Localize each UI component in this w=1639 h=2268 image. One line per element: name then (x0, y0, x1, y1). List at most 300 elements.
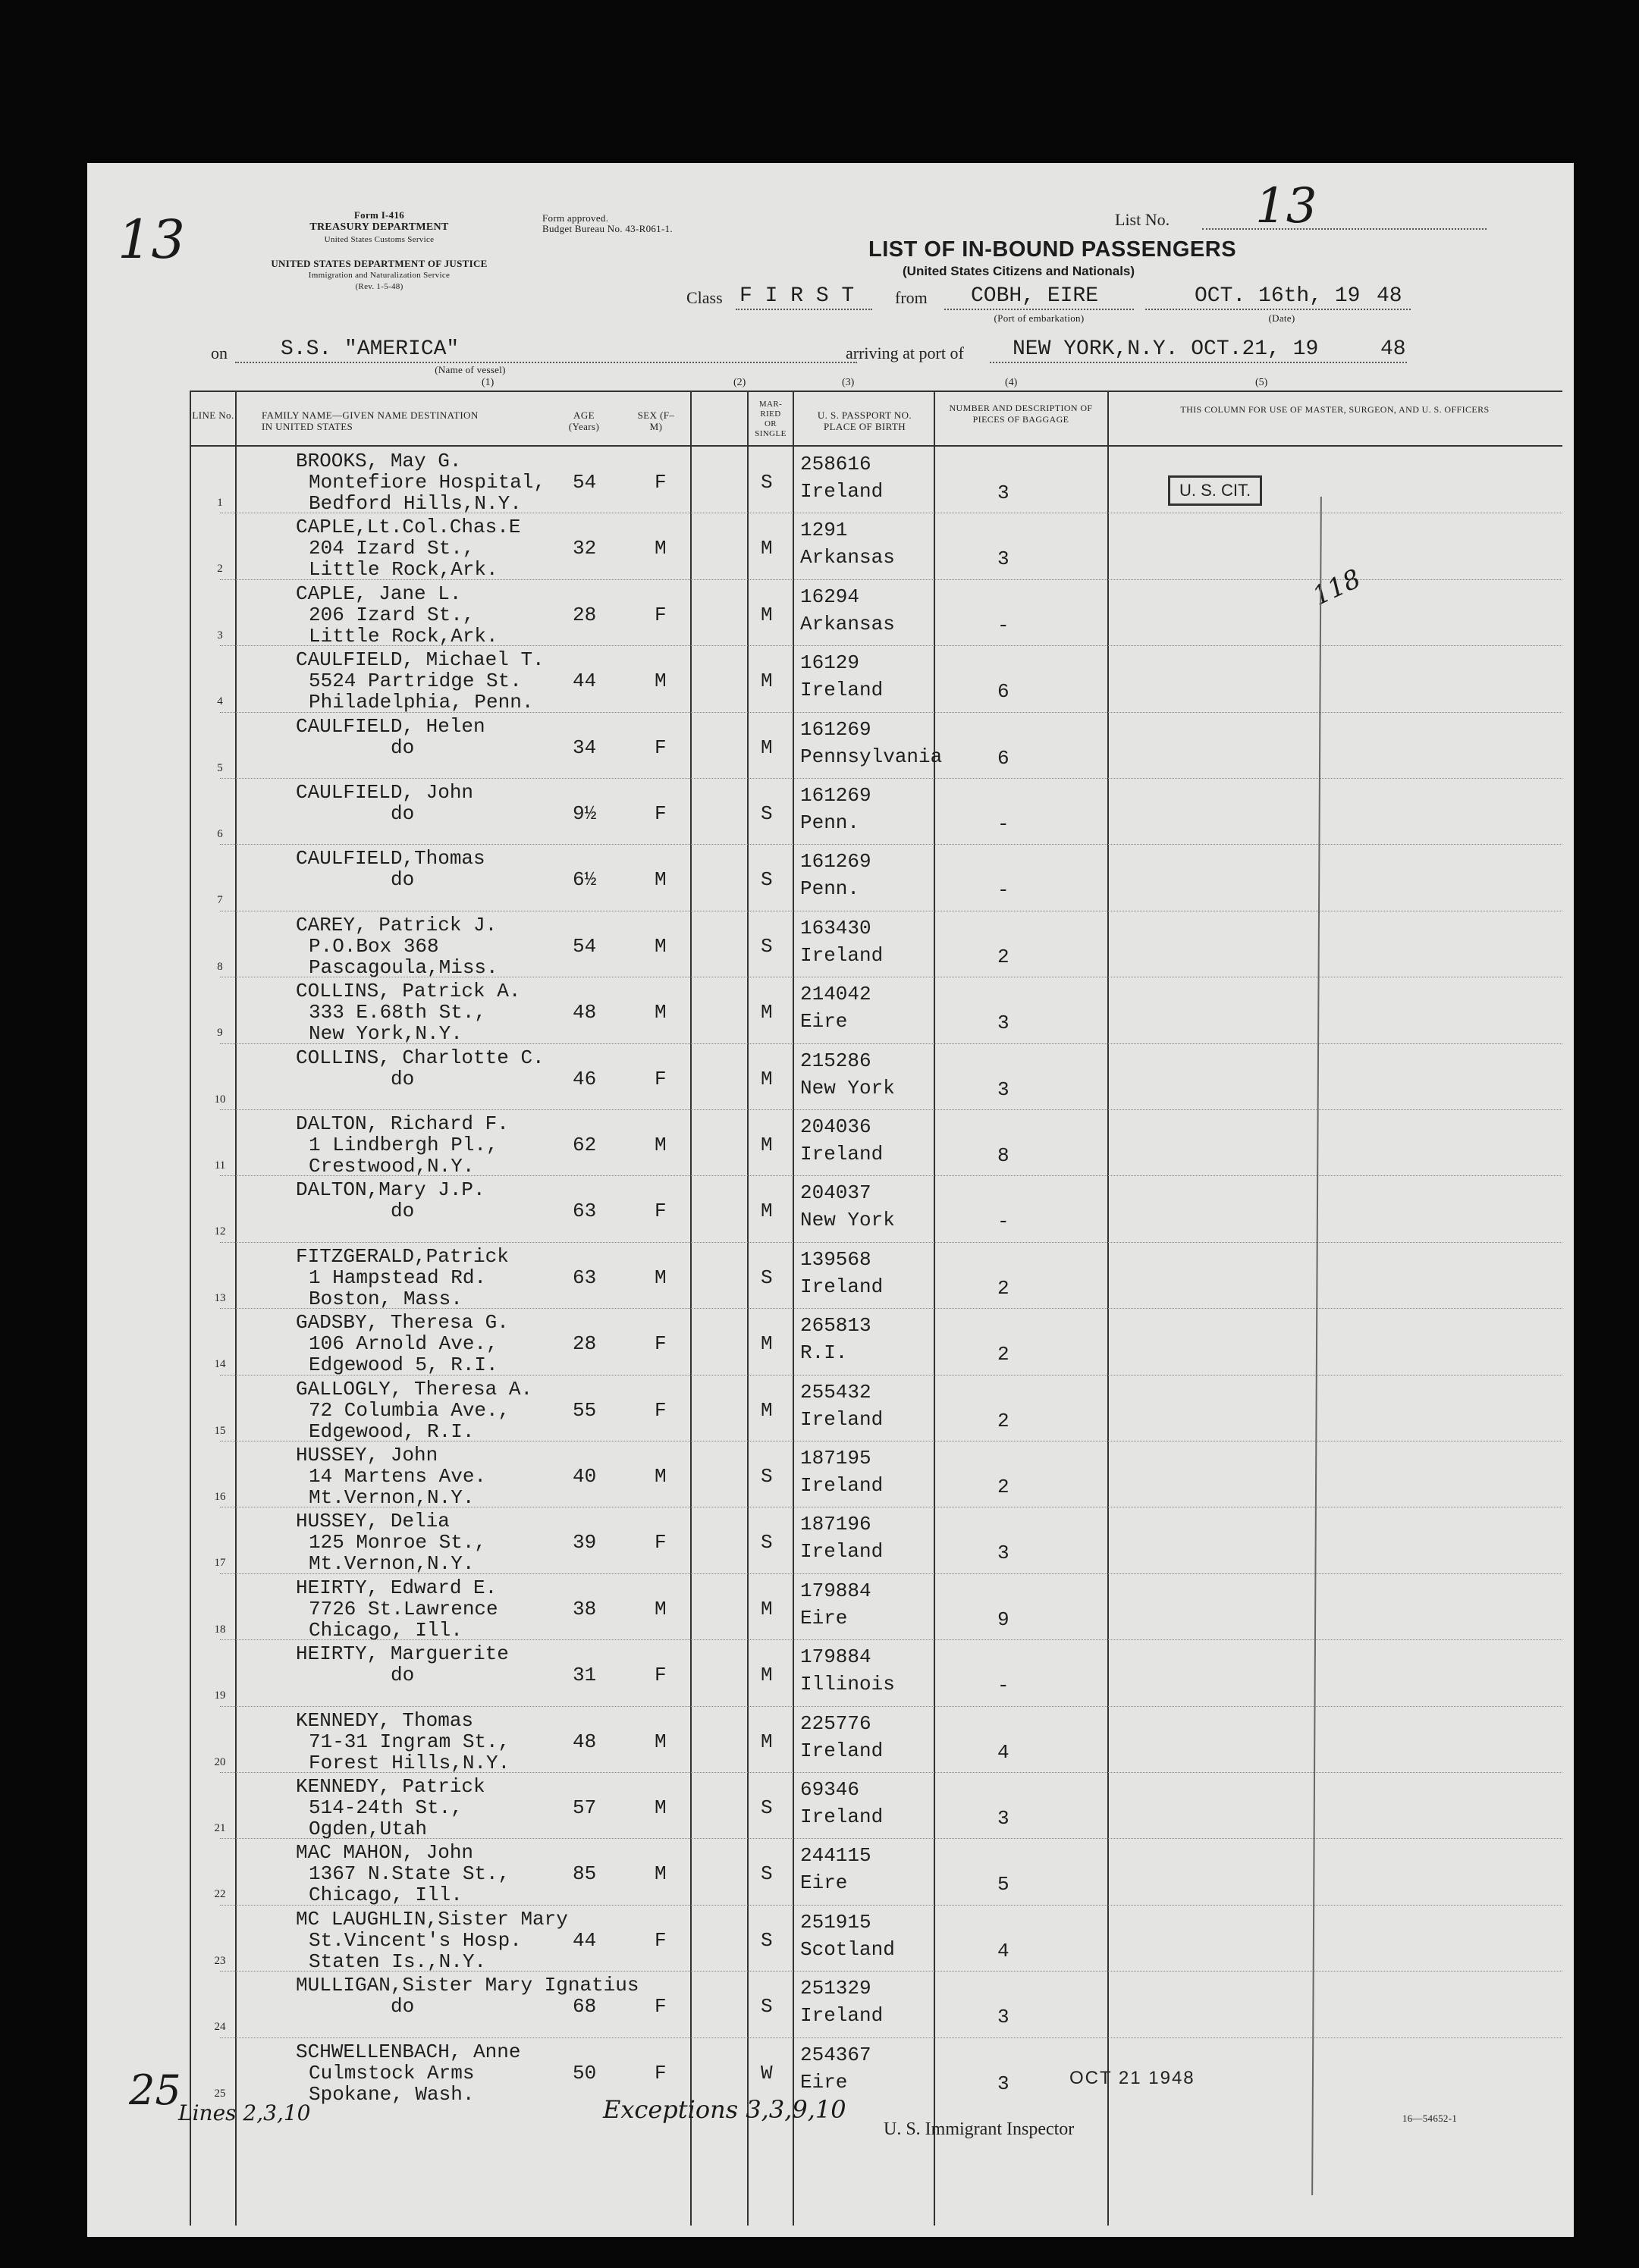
passenger-name-line: KENNEDY, Patrick (296, 1775, 485, 1798)
departure-date: OCT. 16th, 19 (1195, 284, 1361, 308)
place-of-birth: Arkansas (800, 546, 895, 569)
passport-number: 254367 (800, 2043, 871, 2066)
line-number: 8 (217, 960, 223, 973)
baggage-count: 5 (997, 1873, 1009, 1896)
baggage-count: 4 (997, 1939, 1009, 1962)
vessel-line (235, 362, 857, 363)
sex-value: F (655, 1531, 667, 1554)
passenger-name-line: Philadelphia, Penn. (309, 691, 534, 714)
port-of-embarkation: COBH, EIRE (971, 284, 1099, 308)
passenger-name-line: Forest Hills,N.Y. (309, 1751, 510, 1774)
table-top-rule (190, 391, 1562, 392)
passenger-name-line: Culmstock Arms (309, 2061, 475, 2084)
sex-value: M (655, 1465, 667, 1488)
marital-status: M (761, 1332, 773, 1356)
passport-number: 161269 (800, 850, 871, 874)
passenger-name-line: GALLOGLY, Theresa A. (296, 1377, 533, 1401)
passenger-name-line: 125 Monroe St., (309, 1531, 487, 1554)
passenger-name-line: DALTON, Richard F. (296, 1112, 509, 1135)
sex-value: M (655, 1796, 667, 1819)
line-number: 12 (214, 1225, 226, 1238)
age-value: 44 (573, 1928, 597, 1952)
age-value: 40 (573, 1465, 597, 1488)
passenger-name-line: do (391, 802, 415, 825)
sex-value: F (655, 1398, 667, 1422)
footer-code: 16—54652-1 (1402, 2113, 1458, 2124)
baggage-count: 3 (997, 482, 1009, 504)
passenger-name-line: 14 Martens Ave. (309, 1465, 487, 1488)
passenger-name-line: CAULFIELD,Thomas (296, 847, 485, 870)
age-value: 48 (573, 1001, 597, 1024)
age-value: 28 (573, 603, 597, 626)
age-value: 85 (573, 1862, 597, 1886)
arrival-port: NEW YORK,N.Y. OCT.21, 19 (1013, 337, 1319, 361)
passenger-name-line: do (391, 1664, 415, 1687)
passenger-name-line: DALTON,Mary J.P. (296, 1178, 485, 1202)
place-of-birth: Ireland (800, 1407, 884, 1431)
col-num: (3) (842, 377, 855, 388)
row-separator (220, 1706, 1562, 1707)
row-separator (220, 778, 1562, 779)
passenger-name-line: CAULFIELD, John (296, 781, 474, 804)
sex-value: M (655, 868, 667, 892)
passenger-name-line: Little Rock,Ark. (309, 558, 498, 582)
passenger-name-line: St.Vincent's Hosp. (309, 1928, 522, 1952)
passenger-name-line: 514-24th St., (309, 1796, 463, 1819)
age-value: 31 (573, 1664, 597, 1687)
baggage-count: 3 (997, 2072, 1009, 2095)
marital-status: S (761, 1465, 773, 1488)
passenger-name-line: 333 E.68th St., (309, 1001, 487, 1024)
passport-number: 16294 (800, 585, 860, 608)
form-number: Form I-416 (353, 209, 405, 221)
marital-status: M (761, 1067, 773, 1090)
sex-value: M (655, 1730, 667, 1753)
header-baggage: NUMBER AND DESCRIPTION OF PIECES OF BAGGAGE (949, 403, 1093, 425)
passport-number: 161269 (800, 784, 871, 807)
passenger-name-line: Chicago, Ill. (309, 1618, 463, 1642)
marital-status: S (761, 471, 773, 494)
passport-number: 251915 (800, 1910, 871, 1934)
baggage-count: 3 (997, 2006, 1009, 2029)
row-separator (220, 1109, 1562, 1110)
sex-value: F (655, 1995, 667, 2019)
page-subtitle: (United States Citizens and Nationals) (903, 264, 1135, 278)
baggage-count: - (997, 613, 1009, 637)
line-number: 22 (214, 1888, 226, 1901)
class-label: Class (686, 288, 723, 307)
line-number: 16 (214, 1491, 226, 1503)
marital-status: S (761, 868, 773, 892)
age-value: 63 (573, 1266, 597, 1289)
passenger-name-line: CAPLE,Lt.Col.Chas.E (296, 516, 521, 539)
row-separator (220, 1308, 1562, 1309)
baggage-count: 9 (997, 1608, 1009, 1631)
marital-status: M (761, 1597, 773, 1620)
age-value: 44 (573, 670, 597, 693)
line-number: 1 (217, 497, 223, 509)
passport-number: 265813 (800, 1314, 871, 1338)
ins-service: Immigration and Naturalization Service (308, 271, 451, 280)
passenger-name-line: 72 Columbia Ave., (309, 1398, 510, 1422)
age-value: 34 (573, 736, 597, 759)
passport-number: 214042 (800, 983, 871, 1006)
baggage-count: 3 (997, 1078, 1009, 1101)
line-number: 23 (214, 1954, 226, 1967)
passport-number: 179884 (800, 1579, 871, 1602)
passenger-name-line: CAREY, Patrick J. (296, 913, 498, 936)
us-citizen-stamp: U. S. CIT. (1168, 475, 1262, 506)
date-stamp: OCT 21 1948 (1069, 2068, 1195, 2088)
passenger-name-line: Edgewood 5, R.I. (309, 1354, 498, 1377)
budget-bureau: Budget Bureau No. 43-R061-1. (542, 223, 673, 234)
marital-status: M (761, 1134, 773, 1156)
list-no-line (1202, 228, 1487, 230)
place-of-birth: Penn. (800, 811, 860, 834)
age-value: 38 (573, 1597, 597, 1620)
line-number: 3 (217, 629, 223, 642)
marital-status: S (761, 934, 773, 958)
baggage-count: - (997, 813, 1009, 836)
arriving-label: arriving at port of (846, 343, 964, 362)
list-no-label: List No. (1115, 210, 1170, 229)
col-num: (2) (733, 377, 746, 388)
line-number: 21 (214, 1822, 226, 1834)
line-number: 20 (214, 1755, 226, 1768)
place-of-birth: Pennsylvania (800, 745, 943, 768)
age-value: 50 (573, 2061, 597, 2084)
line-number: 9 (217, 1027, 223, 1040)
line-number: 18 (214, 1623, 226, 1636)
sex-value: M (655, 537, 667, 560)
sex-value: M (655, 1134, 667, 1156)
passenger-name-line: Spokane, Wash. (309, 2082, 475, 2106)
baggage-count: 2 (997, 1276, 1009, 1300)
sex-value: F (655, 802, 667, 825)
place-of-birth: Ireland (800, 2004, 884, 2028)
row-separator (220, 1639, 1562, 1640)
marital-status: S (761, 802, 773, 825)
margin-number: 13 (118, 209, 186, 271)
row-separator (220, 1905, 1562, 1906)
baggage-count: 3 (997, 1012, 1009, 1035)
sex-value: F (655, 603, 667, 626)
row-separator (220, 1772, 1562, 1773)
place-of-birth: Ireland (800, 480, 884, 503)
passenger-name-line: do (391, 1995, 415, 2019)
marital-status: M (761, 603, 773, 626)
date-caption: (Date) (1268, 312, 1295, 324)
place-of-birth: Ireland (800, 1540, 884, 1564)
col-divider (190, 391, 191, 2226)
marital-status: M (761, 1664, 773, 1687)
row-separator (220, 1838, 1562, 1839)
passenger-name-line: 204 Izard St., (309, 537, 475, 560)
passport-number: 204036 (800, 1115, 871, 1138)
passport-number: 244115 (800, 1844, 871, 1868)
passenger-name-line: Ogden,Utah (309, 1818, 428, 1840)
col-num: (1) (482, 377, 495, 388)
line-number: 5 (217, 761, 223, 774)
passenger-name-line: GADSBY, Theresa G. (296, 1311, 509, 1335)
line-number: 17 (214, 1557, 226, 1570)
passenger-name-line: 1 Hampstead Rd. (309, 1266, 487, 1289)
sex-value: F (655, 1928, 667, 1952)
passenger-name-line: HEIRTY, Edward E. (296, 1576, 498, 1599)
marital-status: S (761, 1928, 773, 1952)
marital-status: S (761, 1995, 773, 2019)
port-line (944, 309, 1134, 310)
age-value: 54 (573, 471, 597, 494)
line-number: 19 (214, 1689, 226, 1702)
header-name: FAMILY NAME—GIVEN NAME DESTINATION IN UNITED STATES (262, 409, 479, 432)
baggage-count: 3 (997, 1807, 1009, 1830)
passenger-name-line: MAC MAHON, John (296, 1841, 474, 1865)
header-age: AGE (Years) (568, 409, 600, 432)
port-caption: (Port of embarkation) (994, 312, 1085, 324)
passenger-name-line: COLLINS, Charlotte C. (296, 1046, 545, 1069)
age-value: 32 (573, 537, 597, 560)
line-number: 11 (214, 1159, 226, 1172)
baggage-count: 8 (997, 1144, 1009, 1167)
line-number: 25 (214, 2087, 226, 2100)
baggage-count: 3 (997, 1542, 1009, 1565)
baggage-count: - (997, 1210, 1009, 1234)
passenger-name-line: 206 Izard St., (309, 603, 475, 626)
date-line (1145, 309, 1411, 310)
baggage-count: 4 (997, 1740, 1009, 1764)
row-separator (220, 1043, 1562, 1044)
age-value: 57 (573, 1796, 597, 1819)
pencil-line (1311, 497, 1322, 2195)
passport-number: 1291 (800, 519, 848, 542)
passport-number: 187196 (800, 1513, 871, 1536)
passenger-name-line: P.O.Box 368 (309, 934, 439, 958)
row-separator (220, 1375, 1562, 1376)
arrival-year: 48 (1380, 337, 1406, 361)
passenger-list-page (87, 163, 1574, 2237)
age-value: 9½ (573, 802, 597, 825)
from-label: from (895, 288, 928, 307)
sex-value: F (655, 1067, 667, 1090)
passenger-name-line: BROOKS, May G. (296, 450, 462, 472)
age-value: 39 (573, 1531, 597, 1554)
passenger-name-line: do (391, 736, 415, 759)
line-number: 24 (214, 2021, 226, 2034)
baggage-count: 6 (997, 680, 1009, 704)
col-num: (5) (1255, 377, 1268, 388)
header-married: MAR-RIED OR SINGLE (755, 400, 787, 438)
row-separator (220, 712, 1562, 713)
baggage-count: 2 (997, 945, 1009, 968)
form-approved: Form approved. (542, 212, 609, 224)
line-number: 6 (217, 828, 223, 840)
baggage-count: 3 (997, 547, 1009, 571)
passport-number: 139568 (800, 1247, 871, 1271)
sex-value: F (655, 1664, 667, 1687)
header-passport: U. S. PASSPORT NO. PLACE OF BIRTH (817, 409, 912, 432)
marital-status: W (761, 2061, 773, 2084)
baggage-count: 6 (997, 746, 1009, 770)
marital-status: M (761, 670, 773, 693)
row-separator (220, 1175, 1562, 1176)
passenger-name-line: Bedford Hills,N.Y. (309, 492, 522, 515)
sex-value: M (655, 934, 667, 958)
place-of-birth: R.I. (800, 1341, 848, 1365)
row-separator (220, 1971, 1562, 1972)
passenger-name-line: CAPLE, Jane L. (296, 582, 462, 605)
marital-status: S (761, 1531, 773, 1554)
place-of-birth: Ireland (800, 1474, 884, 1497)
row-separator (220, 844, 1562, 845)
age-value: 62 (573, 1134, 597, 1156)
passport-number: 161269 (800, 717, 871, 741)
marital-status: S (761, 1266, 773, 1289)
passenger-name-line: 106 Arnold Ave., (309, 1332, 498, 1356)
marital-status: M (761, 1398, 773, 1422)
passport-number: 69346 (800, 1778, 860, 1801)
place-of-birth: Ireland (800, 1739, 884, 1762)
line-number: 2 (217, 563, 223, 576)
vessel-caption: (Name of vessel) (435, 364, 506, 375)
passport-number: 255432 (800, 1380, 871, 1404)
passenger-name-line: 5524 Partridge St. (309, 670, 522, 693)
place-of-birth: Ireland (800, 943, 884, 967)
sex-value: M (655, 1862, 667, 1886)
passenger-name-line: 1367 N.State St., (309, 1862, 510, 1886)
inspector-label: U. S. Immigrant Inspector (884, 2119, 1075, 2139)
sex-value: F (655, 2061, 667, 2084)
passenger-name-line: New York,N.Y. (309, 1022, 463, 1046)
passenger-name-line: HUSSEY, Delia (296, 1510, 450, 1533)
passenger-name-line: Little Rock,Ark. (309, 624, 498, 648)
line-number: 15 (214, 1424, 226, 1437)
passport-number: 204037 (800, 1181, 871, 1205)
sex-value: F (655, 736, 667, 759)
revision: (Rev. 1-5-48) (355, 282, 403, 291)
passport-number: 16129 (800, 651, 860, 675)
class-value: F I R S T (739, 284, 855, 308)
header-line-no: LINE No. (192, 409, 234, 421)
passenger-name-line: MULLIGAN,Sister Mary Ignatius (296, 1974, 639, 1997)
age-value: 6½ (573, 868, 597, 892)
place-of-birth: Ireland (800, 679, 884, 702)
class-line (736, 309, 872, 310)
line-number: 7 (217, 894, 223, 907)
table-header-rule (190, 445, 1562, 447)
right-margin-note: 118 (1308, 563, 1366, 612)
passport-number: 179884 (800, 1645, 871, 1669)
col-num: (4) (1005, 377, 1018, 388)
passenger-name-line: Pascagoula,Miss. (309, 955, 498, 979)
passport-number: 225776 (800, 1711, 871, 1735)
passenger-name-line: CAULFIELD, Michael T. (296, 648, 545, 672)
exceptions-note: Exceptions 3,3,9,10 (603, 2095, 846, 2124)
sex-value: F (655, 1332, 667, 1356)
line-number: 4 (217, 695, 223, 708)
customs-service: United States Customs Service (324, 235, 435, 244)
marital-status: M (761, 1730, 773, 1753)
passenger-name-line: Edgewood, R.I. (309, 1419, 475, 1443)
passenger-name-line: HUSSEY, John (296, 1444, 438, 1467)
passenger-name-line: do (391, 1200, 415, 1223)
header-sex: SEX (F–M) (637, 409, 675, 432)
passenger-name-line: SCHWELLENBACH, Anne (296, 2040, 521, 2063)
sex-value: M (655, 1001, 667, 1024)
sex-value: F (655, 471, 667, 494)
passenger-name-line: do (391, 868, 415, 892)
passenger-name-line: KENNEDY, Thomas (296, 1708, 474, 1732)
passenger-name-line: Mt.Vernon,N.Y. (309, 1486, 475, 1509)
age-value: 28 (573, 1332, 597, 1356)
header-officers: THIS COLUMN FOR USE OF MASTER, SURGEON, AND U. S. OFFICERS (1180, 404, 1490, 415)
passenger-name-line: do (391, 1067, 415, 1090)
passenger-name-line: MC LAUGHLIN,Sister Mary (296, 1907, 568, 1931)
passenger-name-line: CAULFIELD, Helen (296, 714, 485, 738)
age-value: 68 (573, 1995, 597, 2019)
page-title: LIST OF IN-BOUND PASSENGERS (868, 237, 1237, 262)
baggage-count: 2 (997, 1343, 1009, 1366)
sex-value: F (655, 1200, 667, 1223)
baggage-count: - (997, 1674, 1009, 1698)
baggage-count: 2 (997, 1476, 1009, 1498)
place-of-birth: New York (800, 1076, 895, 1099)
row-separator (220, 1573, 1562, 1574)
row-separator (220, 2037, 1562, 2038)
row-separator (220, 1242, 1562, 1243)
passenger-name-line: Boston, Mass. (309, 1287, 463, 1310)
bottom-lines-note: Lines 2,3,10 (178, 2100, 311, 2125)
vessel-name: S.S. "AMERICA" (281, 337, 460, 361)
on-label: on (211, 343, 228, 362)
passport-number: 163430 (800, 916, 871, 940)
row-separator (220, 579, 1562, 580)
sex-value: M (655, 1266, 667, 1289)
line-number: 10 (214, 1093, 226, 1106)
passenger-name-line: 1 Lindbergh Pl., (309, 1134, 498, 1156)
passenger-name-line: 71-31 Ingram St., (309, 1730, 510, 1753)
marital-status: M (761, 537, 773, 560)
age-value: 46 (573, 1067, 597, 1090)
passenger-name-line: Mt.Vernon,N.Y. (309, 1552, 475, 1576)
marital-status: M (761, 1001, 773, 1024)
place-of-birth: Penn. (800, 877, 860, 901)
passport-number: 187195 (800, 1447, 871, 1470)
baggage-count: 2 (997, 1409, 1009, 1432)
marital-status: M (761, 736, 773, 759)
passenger-name-line: 7726 St.Lawrence (309, 1597, 498, 1620)
place-of-birth: Eire (800, 2070, 848, 2094)
place-of-birth: Ireland (800, 1143, 884, 1165)
treasury-dept: TREASURY DEPARTMENT (309, 221, 449, 233)
marital-status: S (761, 1796, 773, 1819)
place-of-birth: Arkansas (800, 612, 895, 635)
place-of-birth: Eire (800, 1010, 848, 1034)
place-of-birth: Ireland (800, 1275, 884, 1298)
justice-dept: UNITED STATES DEPARTMENT OF JUSTICE (271, 258, 488, 269)
place-of-birth: Eire (800, 1871, 848, 1895)
age-value: 63 (573, 1200, 597, 1223)
passenger-name-line: COLLINS, Patrick A. (296, 980, 521, 1003)
passenger-name-line: Montefiore Hospital, (309, 471, 546, 494)
age-value: 48 (573, 1730, 597, 1753)
bottom-count: 25 (129, 2066, 181, 2114)
baggage-count: - (997, 879, 1009, 902)
place-of-birth: Scotland (800, 1937, 895, 1961)
passport-number: 258616 (800, 453, 871, 475)
sex-value: M (655, 1597, 667, 1620)
passport-number: 215286 (800, 1049, 871, 1072)
